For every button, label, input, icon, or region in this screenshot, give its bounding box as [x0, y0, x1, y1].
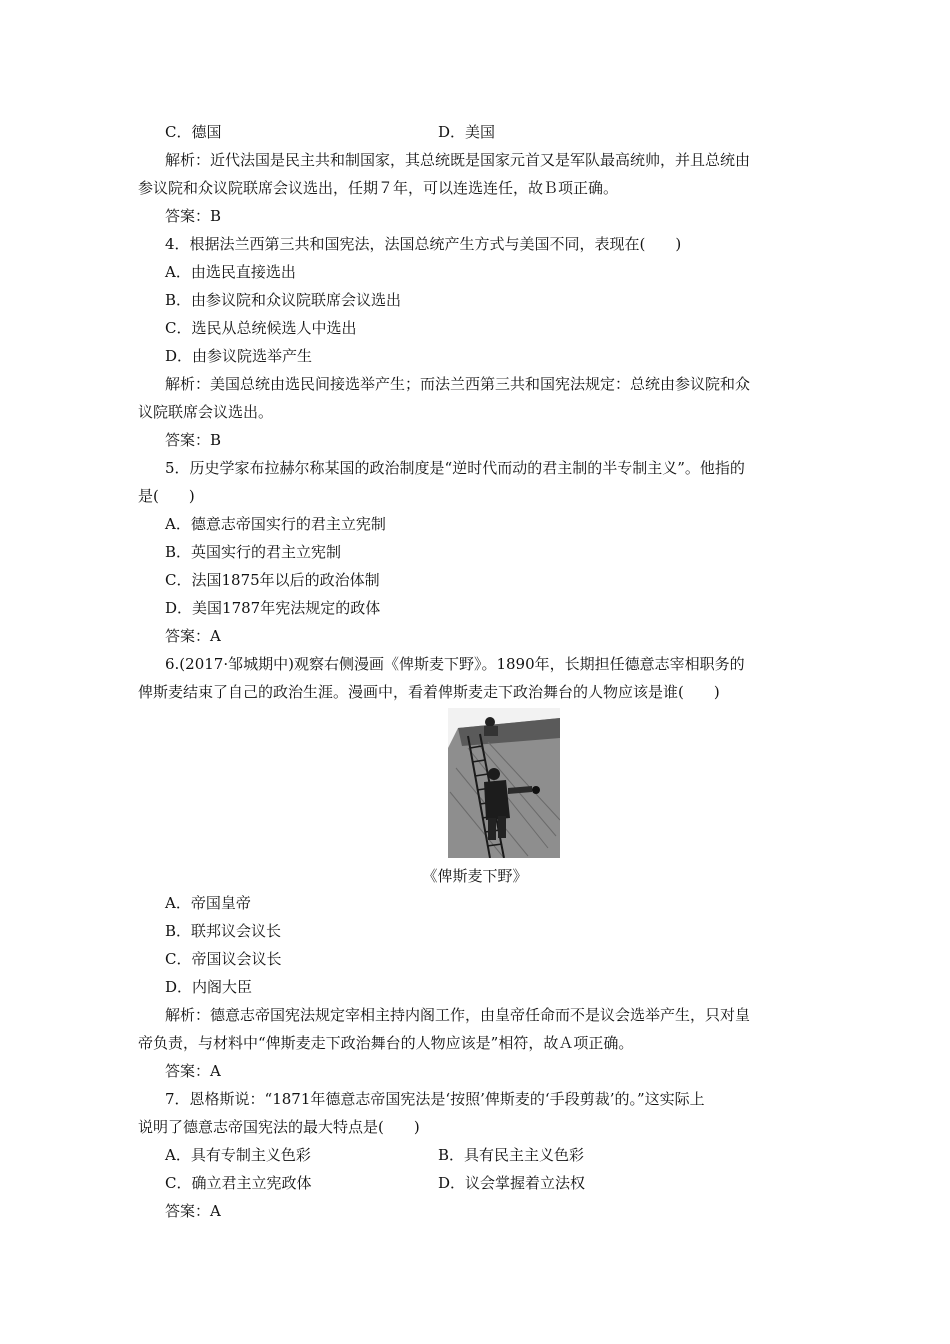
q6-analysis-line-1: 解析：德意志帝国宪法规定宰相主持内阁工作，由皇帝任命而不是议会选举产生，只对皇 [165, 1006, 751, 1024]
q3-answer: 答案：B [165, 207, 222, 225]
q6-option-a: A．帝国皇帝 [165, 894, 251, 912]
q5-answer: 答案：A [165, 627, 221, 645]
q6-stem-line-2: 俾斯麦结束了自己的政治生涯。漫画中，看着俾斯麦走下政治舞台的人物应该是谁( ) [138, 683, 720, 701]
q7-options-row-1 [165, 1145, 585, 1165]
q7-answer: 答案：A [165, 1202, 221, 1220]
q7-option-b: B．具有民主主义色彩 [438, 1146, 585, 1164]
q7-option-c: C．确立君主立宪政体 [165, 1174, 312, 1192]
q3-option-d: D．美国 [438, 123, 496, 141]
q4-option-d: D．由参议院选举产生 [165, 347, 313, 365]
q6-option-d: D．内阁大臣 [165, 978, 253, 996]
q5-option-b: B．英国实行的君主立宪制 [165, 543, 342, 561]
q4-option-b: B．由参议院和众议院联席会议选出 [165, 291, 402, 309]
q3-options-row [165, 122, 496, 142]
q3-analysis-line-2: 参议院和众议院联席会议选出，任期７年，可以连选连任，故Ｂ项正确。 [138, 179, 619, 197]
q7-stem-line-2: 说明了德意志帝国宪法的最大特点是( ) [138, 1118, 420, 1136]
q4-answer: 答案：B [165, 431, 222, 449]
q4-analysis-line-2: 议院联席会议选出。 [138, 403, 274, 421]
q7-options-row-2 [165, 1173, 586, 1193]
q6-option-c: C．帝国议会议长 [165, 950, 282, 968]
q4-option-a: A．由选民直接选出 [165, 263, 296, 281]
q6-answer: 答案：A [165, 1062, 221, 1080]
q6-analysis-line-2: 帝负责，与材料中“俾斯麦走下政治舞台的人物应该是”相符，故Ａ项正确。 [138, 1034, 634, 1052]
q7-option-a: A．具有专制主义色彩 [165, 1146, 311, 1164]
q6-option-b: B．联邦议会议长 [165, 922, 282, 940]
q6-stem-line-1: 6.(2017·邹城期中)观察右侧漫画《俾斯麦下野》。1890年，长期担任德意志宰相职务的 [165, 655, 745, 673]
bismarck-cartoon-image [448, 708, 560, 858]
q7-stem-line-1: 7．恩格斯说：“1871年德意志帝国宪法是‘按照’俾斯麦的‘手段剪裁’的。”这实际上 [165, 1090, 705, 1108]
q5-option-a: A．德意志帝国实行的君主立宪制 [165, 515, 386, 533]
q4-analysis-line-1: 解析：美国总统由选民间接选举产生；而法兰西第三共和国宪法规定：总统由参议院和众 [165, 375, 751, 393]
q4-option-c: C．选民从总统候选人中选出 [165, 319, 357, 337]
q3-option-c: C．德国 [165, 123, 222, 141]
q7-option-d: D．议会掌握着立法权 [438, 1174, 586, 1192]
q5-option-c: C．法国1875年以后的政治体制 [165, 571, 380, 589]
q5-stem-line-1: 5．历史学家布拉赫尔称某国的政治制度是“逆时代而动的君主制的半专制主义”。他指的 [165, 459, 745, 477]
q5-stem-line-2: 是( ) [138, 487, 195, 505]
q3-analysis-line-1: 解析：近代法国是民主共和制国家，其总统既是国家元首又是军队最高统帅，并且总统由 [165, 151, 751, 169]
q4-stem: 4．根据法兰西第三共和国宪法，法国总统产生方式与美国不同，表现在( ) [165, 235, 682, 253]
q5-option-d: D．美国1787年宪法规定的政体 [165, 599, 381, 617]
figure-caption: 《俾斯麦下野》 [422, 867, 528, 885]
